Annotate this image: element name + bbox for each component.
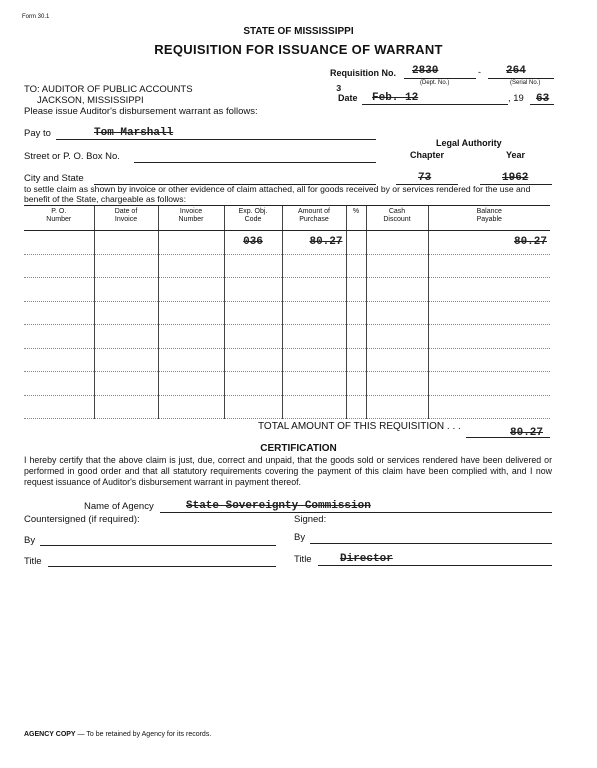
table-cell[interactable] xyxy=(428,254,550,278)
table-cell[interactable] xyxy=(94,231,158,255)
table-header-cell: Invoice Number xyxy=(158,206,224,231)
table-cell[interactable] xyxy=(346,278,366,302)
page-title: REQUISITION FOR ISSUANCE OF WARRANT xyxy=(154,42,443,57)
table-cell[interactable] xyxy=(94,372,158,396)
table-cell[interactable] xyxy=(158,301,224,325)
table-cell[interactable] xyxy=(428,278,550,302)
table-cell[interactable] xyxy=(346,325,366,349)
settle-text: to settle claim as shown by invoice or other evidence of claim attached, all for goods received by or services rendered for the use and benefit of the State, chargeable as follows: xyxy=(24,184,531,204)
table-cell[interactable] xyxy=(224,372,282,396)
table-cell[interactable] xyxy=(158,372,224,396)
date-line xyxy=(362,104,508,105)
table-cell[interactable] xyxy=(282,301,346,325)
by-line-left[interactable] xyxy=(40,545,276,546)
table-cell-value: 80.27 xyxy=(513,236,547,249)
title-line-left[interactable] xyxy=(48,566,276,567)
table-cell[interactable] xyxy=(282,231,346,255)
table-cell[interactable] xyxy=(282,395,346,419)
addressee-line1: TO: AUDITOR OF PUBLIC ACCOUNTS xyxy=(24,84,193,95)
serial-no-value[interactable]: 264 xyxy=(506,65,526,77)
table-cell[interactable] xyxy=(24,372,94,396)
certification-heading: CERTIFICATION xyxy=(260,443,337,454)
date-label: Date xyxy=(338,93,358,103)
table-cell[interactable] xyxy=(24,348,94,372)
table-header-row xyxy=(24,206,550,231)
table-row xyxy=(24,301,550,325)
table-cell[interactable] xyxy=(158,254,224,278)
year-prefix: , 19 xyxy=(508,93,524,104)
title-label-left: Title xyxy=(24,556,42,567)
table-cell[interactable] xyxy=(366,231,428,255)
table-cell[interactable] xyxy=(366,301,428,325)
table-cell[interactable] xyxy=(346,372,366,396)
table-cell[interactable] xyxy=(346,254,366,278)
chapter-value[interactable]: 73 xyxy=(418,172,432,184)
dept-no-line xyxy=(404,78,476,79)
requisition-label: Requisition No. xyxy=(330,68,396,78)
table-cell[interactable] xyxy=(94,395,158,419)
table-cell[interactable] xyxy=(94,348,158,372)
table-cell[interactable] xyxy=(346,348,366,372)
by-line-right[interactable] xyxy=(310,543,552,544)
instruction-text: Please issue Auditor's disbursement warrant as follows: xyxy=(24,106,258,117)
by-label-right: By xyxy=(294,532,306,543)
table-cell[interactable] xyxy=(366,254,428,278)
table-cell[interactable] xyxy=(428,325,550,349)
table-cell[interactable] xyxy=(282,348,346,372)
table-cell[interactable] xyxy=(24,301,94,325)
table-header-cell: P. O. Number xyxy=(24,206,94,231)
table-cell[interactable] xyxy=(282,325,346,349)
title-line-right xyxy=(318,565,552,566)
pay-to-value[interactable]: Tom Marshall xyxy=(94,127,174,139)
table-header-cell: Date of Invoice xyxy=(94,206,158,231)
table-cell[interactable] xyxy=(428,301,550,325)
table-cell[interactable] xyxy=(94,278,158,302)
countersigned-label: Countersigned (if required): xyxy=(24,514,140,525)
table-cell[interactable] xyxy=(224,325,282,349)
chapter-label: Chapter xyxy=(410,150,445,160)
table-cell[interactable] xyxy=(428,348,550,372)
table-row xyxy=(24,372,550,396)
table-row xyxy=(24,325,550,349)
date-value[interactable]: Feb. 12 xyxy=(372,92,419,104)
charge-table xyxy=(24,206,550,419)
table-cell[interactable] xyxy=(366,325,428,349)
form-number: Form 30.1 xyxy=(22,14,50,20)
signed-label: Signed: xyxy=(294,514,327,525)
table-cell[interactable] xyxy=(366,395,428,419)
legal-authority-label: Legal Authority xyxy=(436,138,502,148)
table-cell[interactable] xyxy=(366,372,428,396)
year-suffix[interactable]: 63 xyxy=(536,93,550,105)
footer-note xyxy=(24,731,211,738)
by-label-left: By xyxy=(24,535,36,546)
copy-label: AGENCY COPY xyxy=(24,731,76,738)
title-label-right: Title xyxy=(294,554,312,565)
date-mark: 3 xyxy=(336,84,342,94)
table-cell[interactable] xyxy=(158,348,224,372)
street-label: Street or P. O. Box No. xyxy=(24,151,120,162)
table-cell[interactable] xyxy=(224,278,282,302)
table-row xyxy=(24,254,550,278)
agency-line xyxy=(160,512,552,513)
table-row xyxy=(24,395,550,419)
table-cell[interactable] xyxy=(24,231,94,255)
table-cell[interactable] xyxy=(346,231,366,255)
addressee-line2: JACKSON, MISSISSIPPI xyxy=(37,95,144,106)
title-value-right[interactable]: Director xyxy=(340,553,393,565)
serial-no-line xyxy=(488,78,554,79)
table-cell[interactable] xyxy=(346,395,366,419)
table-row xyxy=(24,348,550,372)
table-cell[interactable] xyxy=(94,254,158,278)
state-heading: STATE OF MISSISSIPPI xyxy=(243,26,354,37)
table-header-cell: Cash Discount xyxy=(366,206,428,231)
pay-to-line xyxy=(56,139,376,140)
table-cell[interactable] xyxy=(224,254,282,278)
table-cell[interactable] xyxy=(158,278,224,302)
table-cell[interactable] xyxy=(158,325,224,349)
table-cell[interactable] xyxy=(224,301,282,325)
table-cell[interactable] xyxy=(94,325,158,349)
pay-to-label: Pay to xyxy=(24,128,51,139)
requisition-dash: - xyxy=(478,67,481,77)
table-cell[interactable] xyxy=(224,348,282,372)
table-cell[interactable] xyxy=(282,254,346,278)
table-cell-value: 036 xyxy=(243,236,263,249)
table-header-cell: Amount of Purchase xyxy=(282,206,346,231)
table-row xyxy=(24,231,550,255)
agency-label: Name of Agency xyxy=(84,501,154,512)
table-cell[interactable] xyxy=(428,395,550,419)
table-cell-value: 80.27 xyxy=(309,236,343,249)
table-cell[interactable] xyxy=(366,278,428,302)
serial-no-caption: (Serial No.) xyxy=(510,80,541,86)
table-header-cell: % xyxy=(346,206,366,231)
table-header-cell: Exp. Obj. Code xyxy=(224,206,282,231)
table-cell[interactable] xyxy=(224,231,282,255)
table-cell[interactable] xyxy=(158,395,224,419)
table-cell[interactable] xyxy=(24,325,94,349)
table-cell[interactable] xyxy=(282,372,346,396)
year-column-label: Year xyxy=(506,150,526,160)
table-cell[interactable] xyxy=(346,301,366,325)
table-cell[interactable] xyxy=(94,301,158,325)
table-cell[interactable] xyxy=(24,278,94,302)
table-cell[interactable] xyxy=(224,395,282,419)
dept-no-caption: (Dept. No.) xyxy=(420,80,450,86)
table-cell[interactable] xyxy=(282,278,346,302)
copy-note: — To be retained by Agency for its records. xyxy=(75,731,212,738)
table-cell[interactable] xyxy=(158,231,224,255)
table-cell[interactable] xyxy=(366,348,428,372)
total-value[interactable]: 80.27 xyxy=(510,427,544,439)
agency-value[interactable]: State Sovereignty Commission xyxy=(186,500,371,512)
table-cell[interactable] xyxy=(24,254,94,278)
table-cell[interactable] xyxy=(428,372,550,396)
street-line xyxy=(134,162,376,163)
table-cell[interactable] xyxy=(24,395,94,419)
table-header-cell: Balance Payable xyxy=(428,206,550,231)
year-value[interactable]: 1962 xyxy=(502,172,529,184)
table-row xyxy=(24,278,550,302)
table-cell[interactable] xyxy=(428,231,550,255)
total-label: TOTAL AMOUNT OF THIS REQUISITION . . . xyxy=(258,421,461,432)
dept-no-value[interactable]: 2830 xyxy=(412,65,439,77)
certification-text: I hereby certify that the above claim is just, due, correct and unpaid, that the goods sold or services rendered have been delivered or performed in good order and that all statutory requirements covering the payment of this claim have been complied with, and I now request issuance of Auditor's disbursement warrant in payment thereof. xyxy=(24,455,552,487)
city-label: City and State xyxy=(24,173,84,184)
